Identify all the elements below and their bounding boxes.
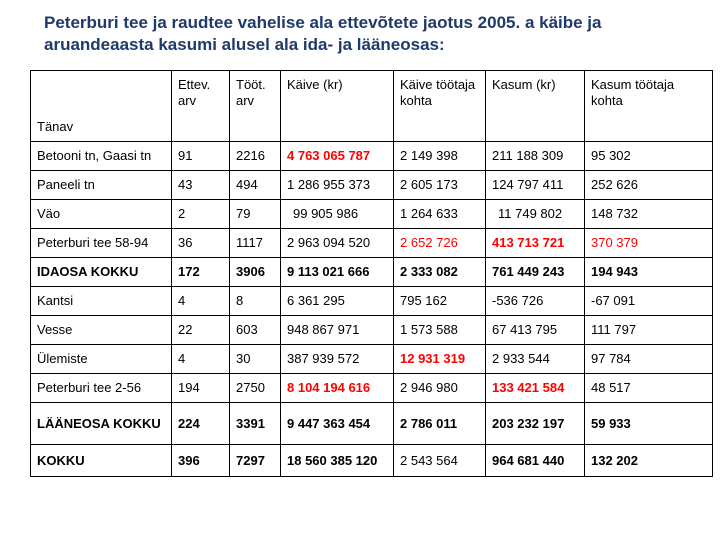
cell-kaive: 8 104 194 616 <box>281 374 394 403</box>
table-row <box>31 229 713 258</box>
cell-toot: 2750 <box>230 374 281 403</box>
cell-kaive: 948 867 971 <box>281 316 394 345</box>
header-kasum: Kasum (kr) <box>486 71 585 142</box>
cell-kaive: 99 905 986 <box>281 200 394 229</box>
cell-kaive-t: 2 786 011 <box>394 403 486 445</box>
cell-ettev: 172 <box>172 258 230 287</box>
cell-toot: 30 <box>230 345 281 374</box>
cell-kaive: 2 963 094 520 <box>281 229 394 258</box>
cell-kaive: 9 447 363 454 <box>281 403 394 445</box>
table-row <box>31 171 713 200</box>
cell-kasum: 761 449 243 <box>486 258 585 287</box>
cell-kaive: 387 939 572 <box>281 345 394 374</box>
cell-kaive-t: 2 543 564 <box>394 445 486 477</box>
table-row-subtotal <box>31 403 713 445</box>
cell-kaive-t: 1 264 633 <box>394 200 486 229</box>
cell-kaive: 4 763 065 787 <box>281 142 394 171</box>
table-header-row <box>31 71 713 142</box>
cell-kasum: 133 421 584 <box>486 374 585 403</box>
table-row <box>31 142 713 171</box>
cell-kasum: 211 188 309 <box>486 142 585 171</box>
cell-kasum-t: 194 943 <box>585 258 713 287</box>
cell-name: KOKKU <box>31 445 172 477</box>
cell-toot: 3391 <box>230 403 281 445</box>
cell-toot: 7297 <box>230 445 281 477</box>
cell-ettev: 36 <box>172 229 230 258</box>
cell-name: Betooni tn, Gaasi tn <box>31 142 172 171</box>
cell-toot: 2216 <box>230 142 281 171</box>
table-row <box>31 200 713 229</box>
cell-kasum: 11 749 802 <box>486 200 585 229</box>
header-kaive-tootaja: Käive töötaja kohta <box>394 71 486 142</box>
cell-ettev: 22 <box>172 316 230 345</box>
cell-kaive: 9 113 021 666 <box>281 258 394 287</box>
header-tanav: Tänav <box>31 71 172 142</box>
table-row-total <box>31 445 713 477</box>
cell-name: LÄÄNEOSA KOKKU <box>31 403 172 445</box>
header-ettev-arv: Ettev. arv <box>172 71 230 142</box>
cell-kaive-t: 795 162 <box>394 287 486 316</box>
cell-name: IDAOSA KOKKU <box>31 258 172 287</box>
cell-kasum-t: 370 379 <box>585 229 713 258</box>
cell-kasum-t: 111 797 <box>585 316 713 345</box>
cell-kasum: 124 797 411 <box>486 171 585 200</box>
cell-kasum: 67 413 795 <box>486 316 585 345</box>
cell-name: Peterburi tee 58-94 <box>31 229 172 258</box>
cell-ettev: 91 <box>172 142 230 171</box>
cell-kasum: -536 726 <box>486 287 585 316</box>
data-table <box>30 70 713 477</box>
header-kasum-tootaja: Kasum töötaja kohta <box>585 71 713 142</box>
header-toot-arv: Tööt. arv <box>230 71 281 142</box>
cell-name: Kantsi <box>31 287 172 316</box>
cell-kaive-t: 2 333 082 <box>394 258 486 287</box>
cell-kaive-t: 2 946 980 <box>394 374 486 403</box>
cell-name: Väo <box>31 200 172 229</box>
table-row <box>31 374 713 403</box>
table-row <box>31 345 713 374</box>
cell-kaive: 1 286 955 373 <box>281 171 394 200</box>
cell-kaive: 6 361 295 <box>281 287 394 316</box>
table-row <box>31 316 713 345</box>
table-row <box>31 287 713 316</box>
cell-kasum-t: -67 091 <box>585 287 713 316</box>
cell-kaive: 18 560 385 120 <box>281 445 394 477</box>
cell-kasum: 203 232 197 <box>486 403 585 445</box>
cell-toot: 603 <box>230 316 281 345</box>
cell-kaive-t: 2 149 398 <box>394 142 486 171</box>
cell-toot: 8 <box>230 287 281 316</box>
cell-ettev: 43 <box>172 171 230 200</box>
cell-toot: 79 <box>230 200 281 229</box>
cell-name: Ülemiste <box>31 345 172 374</box>
header-kaive: Käive (kr) <box>281 71 394 142</box>
cell-ettev: 4 <box>172 287 230 316</box>
cell-toot: 3906 <box>230 258 281 287</box>
cell-kasum-t: 97 784 <box>585 345 713 374</box>
cell-kaive-t: 2 652 726 <box>394 229 486 258</box>
cell-ettev: 4 <box>172 345 230 374</box>
cell-toot: 494 <box>230 171 281 200</box>
page-title: Peterburi tee ja raudtee vahelise ala ettevõtete jaotus 2005. a käibe ja aruandeaasta kasumi alusel ala ida- ja lääneosas: <box>44 13 602 54</box>
cell-kasum-t: 148 732 <box>585 200 713 229</box>
cell-kasum-t: 132 202 <box>585 445 713 477</box>
cell-name: Vesse <box>31 316 172 345</box>
cell-kasum-t: 252 626 <box>585 171 713 200</box>
cell-toot: 1117 <box>230 229 281 258</box>
cell-ettev: 396 <box>172 445 230 477</box>
cell-kasum: 413 713 721 <box>486 229 585 258</box>
cell-kaive-t: 1 573 588 <box>394 316 486 345</box>
cell-kasum-t: 95 302 <box>585 142 713 171</box>
cell-kaive-t: 12 931 319 <box>394 345 486 374</box>
cell-kasum-t: 48 517 <box>585 374 713 403</box>
cell-ettev: 224 <box>172 403 230 445</box>
cell-name: Peterburi tee 2-56 <box>31 374 172 403</box>
cell-ettev: 2 <box>172 200 230 229</box>
cell-kaive-t: 2 605 173 <box>394 171 486 200</box>
table-row-subtotal <box>31 258 713 287</box>
cell-kasum: 2 933 544 <box>486 345 585 374</box>
cell-kasum: 964 681 440 <box>486 445 585 477</box>
cell-ettev: 194 <box>172 374 230 403</box>
cell-kasum-t: 59 933 <box>585 403 713 445</box>
cell-name: Paneeli tn <box>31 171 172 200</box>
